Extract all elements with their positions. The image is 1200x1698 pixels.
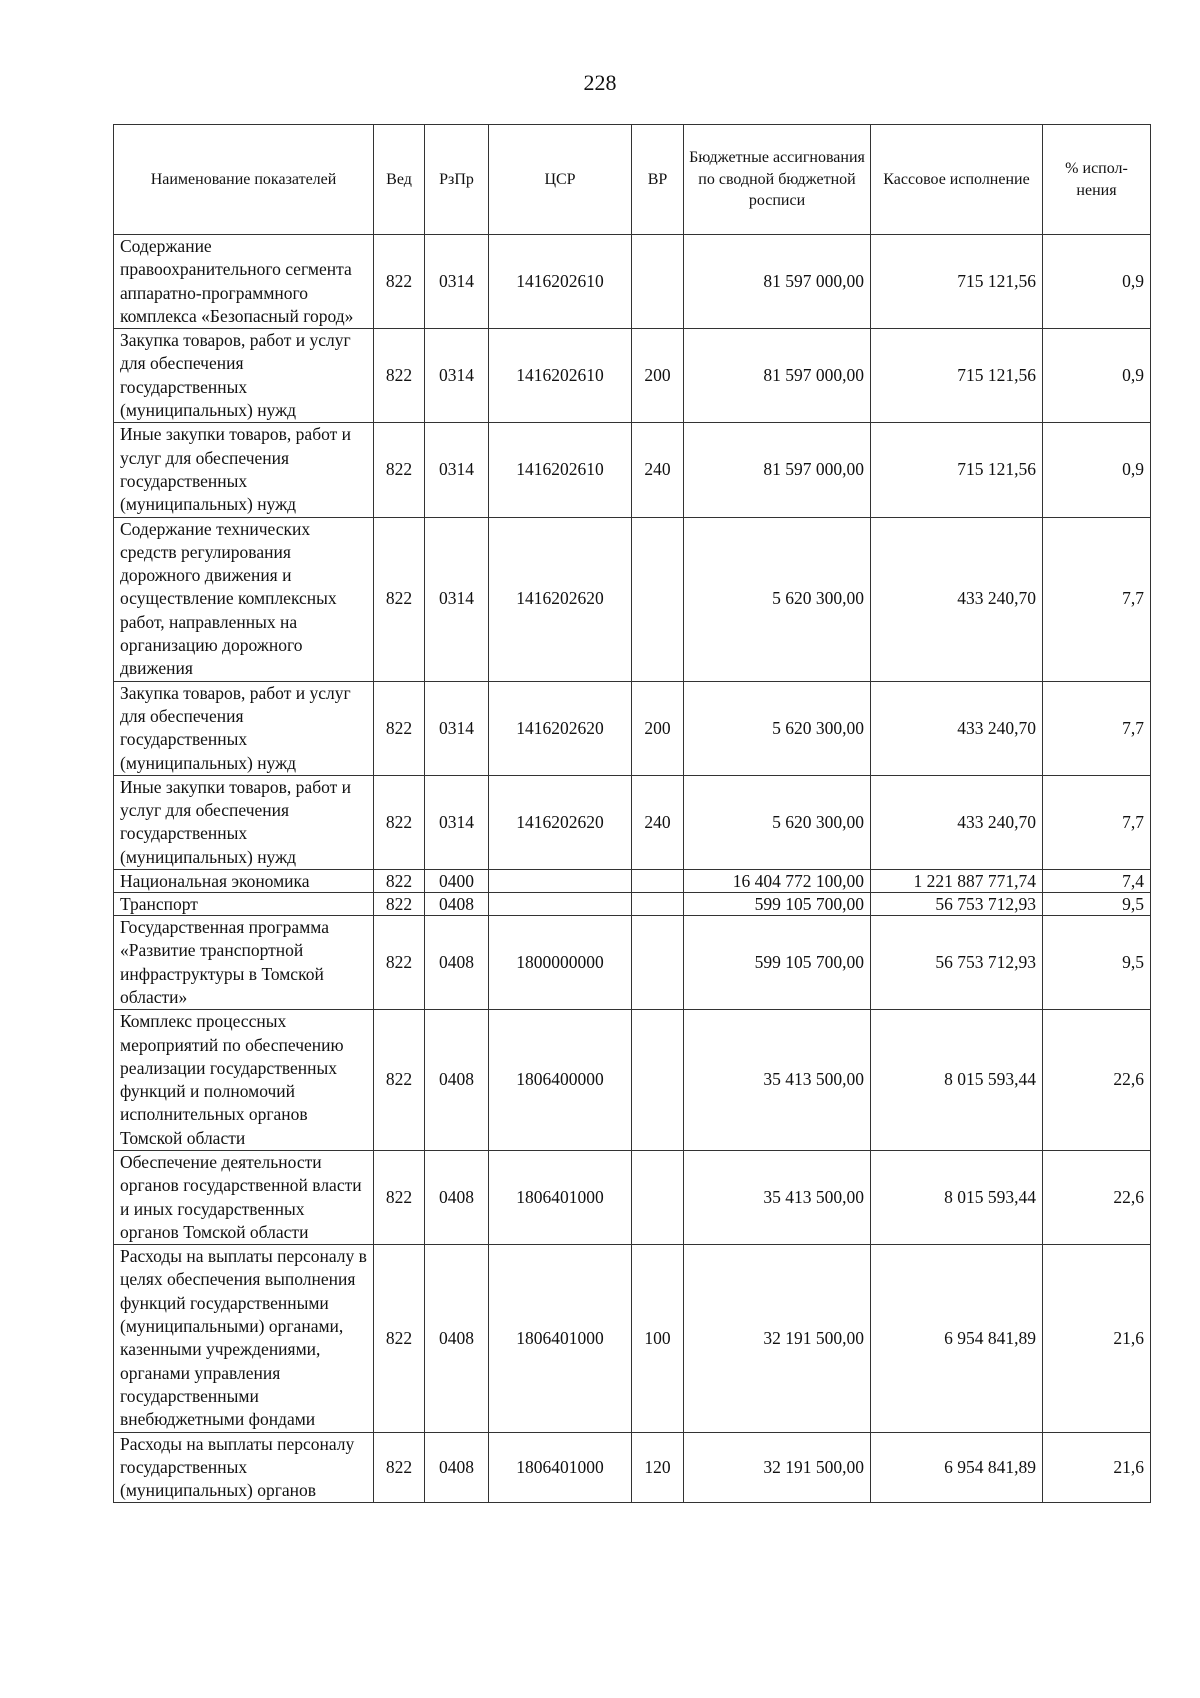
header-assign: Бюджетные ассигнования по сводной бюджетной росписи xyxy=(684,125,871,235)
table-row xyxy=(114,1010,1151,1151)
row-name: Иные закупки товаров, работ и услуг для обеспечения государственных (муниципальных) нужд xyxy=(114,775,374,869)
row-ved: 822 xyxy=(374,870,425,893)
row-name: Содержание правоохранительного сегмента аппаратно-программного комплекса «Безопасный город» xyxy=(114,235,374,329)
row-assign: 5 620 300,00 xyxy=(684,517,871,681)
row-ved: 822 xyxy=(374,517,425,681)
row-csr: 1416202610 xyxy=(489,329,632,423)
row-assign: 32 191 500,00 xyxy=(684,1245,871,1432)
row-rzpr: 0314 xyxy=(425,681,489,775)
row-assign: 35 413 500,00 xyxy=(684,1010,871,1151)
table-row xyxy=(114,517,1151,681)
table-row xyxy=(114,1245,1151,1432)
row-name: Расходы на выплаты персоналу в целях обеспечения выполнения функций государственными (муниципальными) органами, казенными учреждениями, органами управления государственными внебюджетными фондами xyxy=(114,1245,374,1432)
row-cash: 433 240,70 xyxy=(871,681,1043,775)
page-number: 228 xyxy=(583,70,617,95)
row-assign: 599 105 700,00 xyxy=(684,916,871,1010)
row-assign: 35 413 500,00 xyxy=(684,1150,871,1244)
row-cash: 715 121,56 xyxy=(871,423,1043,517)
row-name: Транспорт xyxy=(114,893,374,916)
row-pct: 22,6 xyxy=(1043,1150,1151,1244)
table-row xyxy=(114,1432,1151,1503)
row-pct: 7,7 xyxy=(1043,681,1151,775)
row-vr xyxy=(632,517,684,681)
table-row xyxy=(114,870,1151,893)
header-rzpr: РзПр xyxy=(425,125,489,235)
row-csr xyxy=(489,893,632,916)
row-assign: 81 597 000,00 xyxy=(684,423,871,517)
row-ved: 822 xyxy=(374,893,425,916)
row-csr: 1416202620 xyxy=(489,517,632,681)
row-vr: 120 xyxy=(632,1432,684,1503)
table-row xyxy=(114,681,1151,775)
row-cash: 6 954 841,89 xyxy=(871,1245,1043,1432)
row-ved: 822 xyxy=(374,235,425,329)
row-rzpr: 0314 xyxy=(425,517,489,681)
row-vr xyxy=(632,1010,684,1151)
row-cash: 715 121,56 xyxy=(871,329,1043,423)
row-rzpr: 0408 xyxy=(425,893,489,916)
row-cash: 433 240,70 xyxy=(871,775,1043,869)
header-name: Наименование показателей xyxy=(114,125,374,235)
budget-execution-table xyxy=(113,124,1151,1503)
row-assign: 16 404 772 100,00 xyxy=(684,870,871,893)
row-vr: 240 xyxy=(632,775,684,869)
row-name: Расходы на выплаты персоналу государственных (муниципальных) органов xyxy=(114,1432,374,1503)
row-pct: 21,6 xyxy=(1043,1245,1151,1432)
row-vr xyxy=(632,1150,684,1244)
row-rzpr: 0314 xyxy=(425,329,489,423)
row-cash: 8 015 593,44 xyxy=(871,1150,1043,1244)
row-assign: 5 620 300,00 xyxy=(684,775,871,869)
row-name: Содержание технических средств регулирования дорожного движения и осуществление комплексных работ, направленных на организацию дорожного движения xyxy=(114,517,374,681)
row-rzpr: 0408 xyxy=(425,916,489,1010)
row-csr: 1416202610 xyxy=(489,235,632,329)
row-name: Иные закупки товаров, работ и услуг для обеспечения государственных (муниципальных) нужд xyxy=(114,423,374,517)
row-rzpr: 0408 xyxy=(425,1245,489,1432)
row-ved: 822 xyxy=(374,1245,425,1432)
row-assign: 5 620 300,00 xyxy=(684,681,871,775)
row-ved: 822 xyxy=(374,329,425,423)
row-assign: 81 597 000,00 xyxy=(684,329,871,423)
row-pct: 0,9 xyxy=(1043,423,1151,517)
row-pct: 22,6 xyxy=(1043,1010,1151,1151)
row-vr xyxy=(632,893,684,916)
row-name: Обеспечение деятельности органов государственной власти и иных государственных органов Томской области xyxy=(114,1150,374,1244)
row-rzpr: 0408 xyxy=(425,1150,489,1244)
row-name: Закупка товаров, работ и услуг для обеспечения государственных (муниципальных) нужд xyxy=(114,329,374,423)
row-pct: 21,6 xyxy=(1043,1432,1151,1503)
row-rzpr: 0408 xyxy=(425,1432,489,1503)
row-cash: 433 240,70 xyxy=(871,517,1043,681)
row-pct: 0,9 xyxy=(1043,329,1151,423)
row-cash: 56 753 712,93 xyxy=(871,916,1043,1010)
row-vr: 240 xyxy=(632,423,684,517)
table-row xyxy=(114,893,1151,916)
row-ved: 822 xyxy=(374,775,425,869)
table-row xyxy=(114,916,1151,1010)
row-csr: 1806401000 xyxy=(489,1432,632,1503)
row-name: Национальная экономика xyxy=(114,870,374,893)
row-vr: 200 xyxy=(632,329,684,423)
row-vr: 100 xyxy=(632,1245,684,1432)
row-ved: 822 xyxy=(374,1010,425,1151)
row-csr: 1416202610 xyxy=(489,423,632,517)
row-csr: 1806401000 xyxy=(489,1150,632,1244)
row-ved: 822 xyxy=(374,423,425,517)
row-csr: 1806400000 xyxy=(489,1010,632,1151)
row-rzpr: 0408 xyxy=(425,1010,489,1151)
row-pct: 9,5 xyxy=(1043,916,1151,1010)
row-vr xyxy=(632,235,684,329)
row-assign: 32 191 500,00 xyxy=(684,1432,871,1503)
row-rzpr: 0314 xyxy=(425,235,489,329)
row-pct: 7,7 xyxy=(1043,775,1151,869)
row-rzpr: 0314 xyxy=(425,775,489,869)
table-row xyxy=(114,329,1151,423)
row-ved: 822 xyxy=(374,916,425,1010)
row-csr: 1416202620 xyxy=(489,681,632,775)
row-rzpr: 0314 xyxy=(425,423,489,517)
table-row xyxy=(114,775,1151,869)
row-cash: 8 015 593,44 xyxy=(871,1010,1043,1151)
header-vr: ВР xyxy=(632,125,684,235)
row-csr: 1416202620 xyxy=(489,775,632,869)
row-pct: 9,5 xyxy=(1043,893,1151,916)
header-cash: Кассовое исполнение xyxy=(871,125,1043,235)
header-csr: ЦСР xyxy=(489,125,632,235)
table-row xyxy=(114,235,1151,329)
row-name: Комплекс процессных мероприятий по обеспечению реализации государственных функций и полномочий исполнительных органов Томской области xyxy=(114,1010,374,1151)
row-pct: 0,9 xyxy=(1043,235,1151,329)
row-name: Закупка товаров, работ и услуг для обеспечения государственных (муниципальных) нужд xyxy=(114,681,374,775)
row-cash: 1 221 887 771,74 xyxy=(871,870,1043,893)
table-header-row xyxy=(114,125,1151,235)
row-ved: 822 xyxy=(374,681,425,775)
row-pct: 7,4 xyxy=(1043,870,1151,893)
row-assign: 81 597 000,00 xyxy=(684,235,871,329)
row-ved: 822 xyxy=(374,1432,425,1503)
row-rzpr: 0400 xyxy=(425,870,489,893)
row-cash: 56 753 712,93 xyxy=(871,893,1043,916)
header-ved: Вед xyxy=(374,125,425,235)
row-csr: 1800000000 xyxy=(489,916,632,1010)
row-csr: 1806401000 xyxy=(489,1245,632,1432)
table-row xyxy=(114,1150,1151,1244)
row-vr: 200 xyxy=(632,681,684,775)
header-pct: % испол-нения xyxy=(1043,125,1151,235)
row-csr xyxy=(489,870,632,893)
row-ved: 822 xyxy=(374,1150,425,1244)
row-assign: 599 105 700,00 xyxy=(684,893,871,916)
row-cash: 715 121,56 xyxy=(871,235,1043,329)
row-vr xyxy=(632,870,684,893)
row-vr xyxy=(632,916,684,1010)
row-cash: 6 954 841,89 xyxy=(871,1432,1043,1503)
row-pct: 7,7 xyxy=(1043,517,1151,681)
table-row xyxy=(114,423,1151,517)
row-name: Государственная программа «Развитие транспортной инфраструктуры в Томской области» xyxy=(114,916,374,1010)
